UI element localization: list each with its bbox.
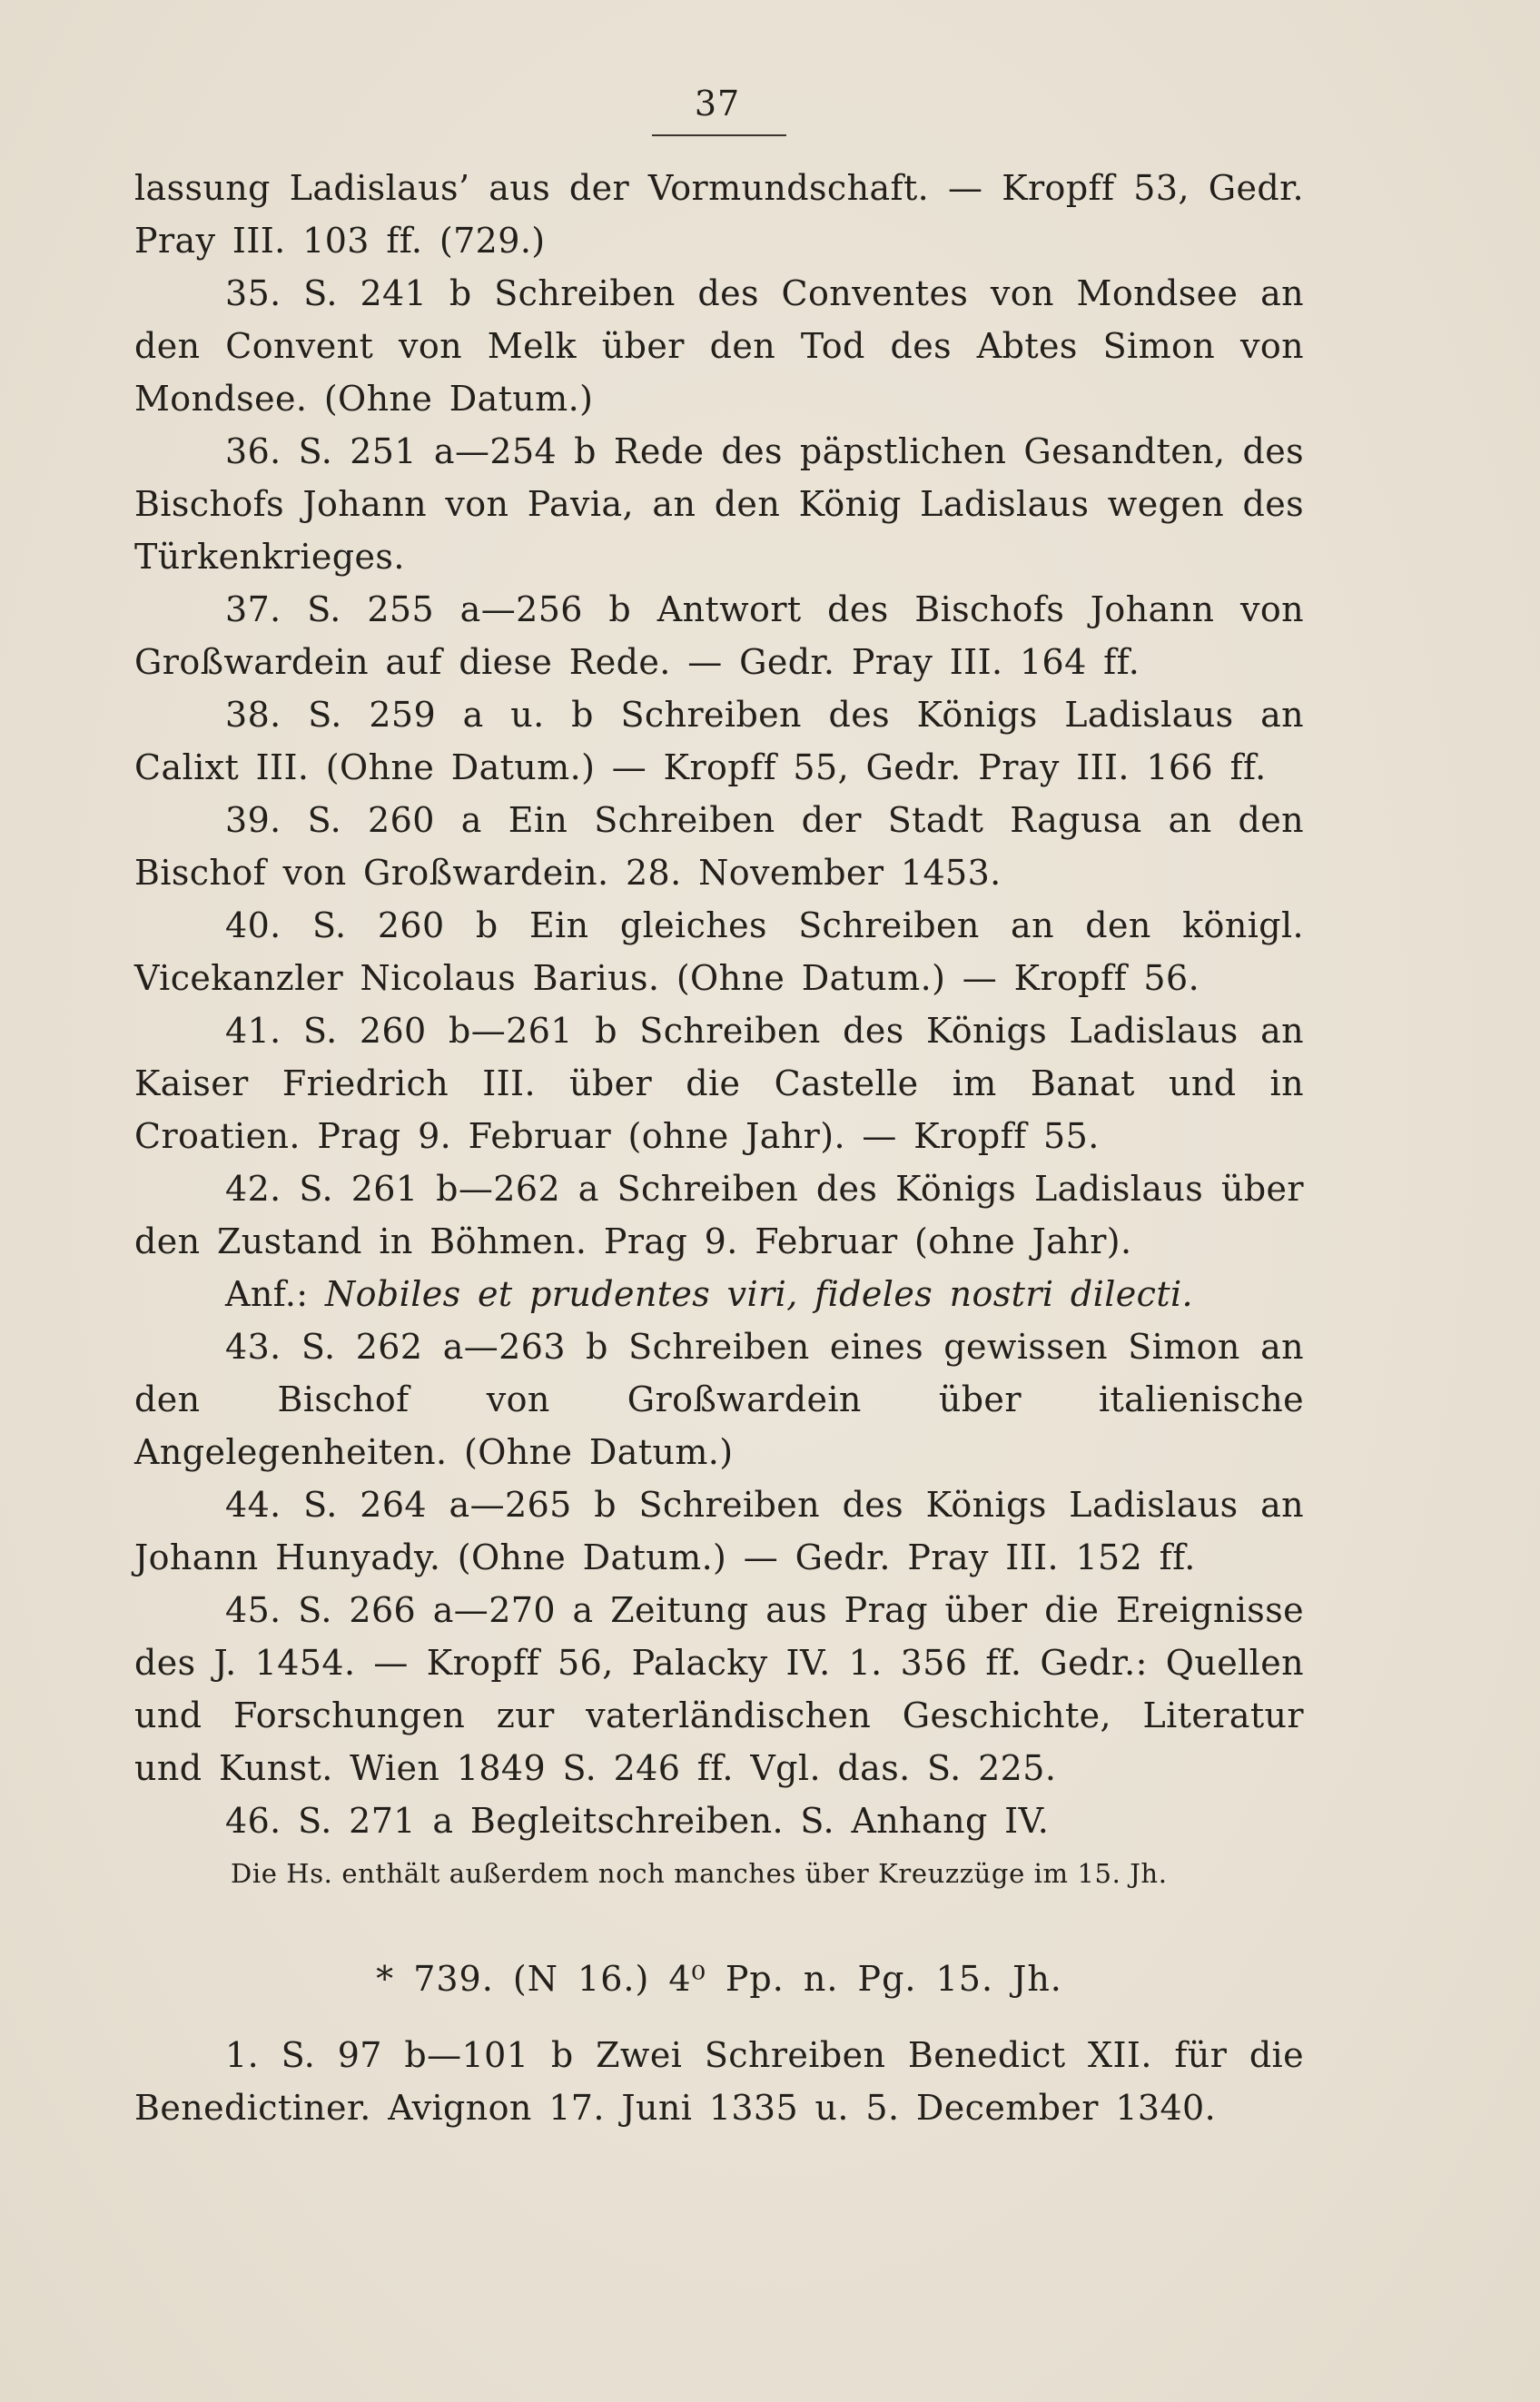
- entry-45: 45. S. 266 a—270 a Zeitung aus Prag über die Ereignisse des J. 1454. — Kropff 56, Palacky IV. 1. 356 ff. Gedr.: Quellen und Forschungen zur vaterländischen Geschichte, Literatur und Kunst. Wien 1849 S. 246 ff. Vgl. das. S. 225.: [134, 1590, 1304, 1788]
- entry-37: 37. S. 255 a—256 b Antwort des Bischofs Johann von Großwardein auf diese Rede. — Gedr. Pray III. 164 ff.: [134, 589, 1304, 682]
- entry-46: 46. S. 271 a Begleitschreiben. S. Anhang IV.: [225, 1801, 1050, 1841]
- incipit-text: Nobiles et prudentes viri, fideles nostri dilecti.: [325, 1274, 1194, 1314]
- main-text: [134, 162, 1304, 2134]
- entry-41: 41. S. 260 b—261 b Schreiben des Königs Ladislaus an Kaiser Friedrich III. über die Castelle im Banat und in Croatien. Prag 9. Februar (ohne Jahr). — Kropff 55.: [134, 1011, 1304, 1156]
- page-number: 37: [694, 84, 741, 124]
- manuscript-note: Die Hs. enthält außerdem noch manches über Kreuzzüge im 15. Jh.: [231, 1858, 1168, 1889]
- entry-39: 39. S. 260 a Ein Schreiben der Stadt Ragusa an den Bischof von Großwardein. 28. November 1453.: [134, 800, 1304, 893]
- incipit-label: Anf.:: [225, 1274, 309, 1314]
- entry-38: 38. S. 259 a u. b Schreiben des Königs Ladislaus an Calixt III. (Ohne Datum.) — Kropff 55, Gedr. Pray III. 166 ff.: [134, 695, 1304, 787]
- entry-43: 43. S. 262 a—263 b Schreiben eines gewissen Simon an den Bischof von Großwardein über italienische Angelegenheiten. (Ohne Datum.): [134, 1327, 1304, 1472]
- entry-40: 40. S. 260 b Ein gleiches Schreiben an den königl. Vicekanzler Nicolaus Barius. (Ohne Datum.) — Kropff 56.: [134, 905, 1304, 998]
- entry-35: 35. S. 241 b Schreiben des Conventes von Mondsee an den Convent von Melk über den Tod des Abtes Simon von Mondsee. (Ohne Datum.): [134, 273, 1304, 419]
- entry-36: 36. S. 251 a—254 b Rede des päpstlichen Gesandten, des Bischofs Johann von Pavia, an den König Ladislaus wegen des Türkenkrieges.: [134, 431, 1304, 577]
- manuscript-entry-1: 1. S. 97 b—101 b Zwei Schreiben Benedict XII. für die Benedictiner. Avignon 17. Juni 1335 u. 5. December 1340.: [134, 2035, 1304, 2128]
- page-number-rule: [652, 134, 786, 136]
- entry-42: 42. S. 261 b—262 a Schreiben des Königs Ladislaus über den Zustand in Böhmen. Prag 9. Februar (ohne Jahr).: [134, 1169, 1304, 1261]
- continuation-paragraph: lassung Ladislaus’ aus der Vormundschaft. — Kropff 53, Gedr. Pray III. 103 ff. (729.): [134, 168, 1304, 261]
- entry-44: 44. S. 264 a—265 b Schreiben des Königs Ladislaus an Johann Hunyady. (Ohne Datum.) — Gedr. Pray III. 152 ff.: [134, 1485, 1304, 1577]
- incipit: [134, 1268, 1304, 1320]
- manuscript-heading: * 739. (N 16.) 4⁰ Pp. n. Pg. 15. Jh.: [376, 1959, 1062, 1999]
